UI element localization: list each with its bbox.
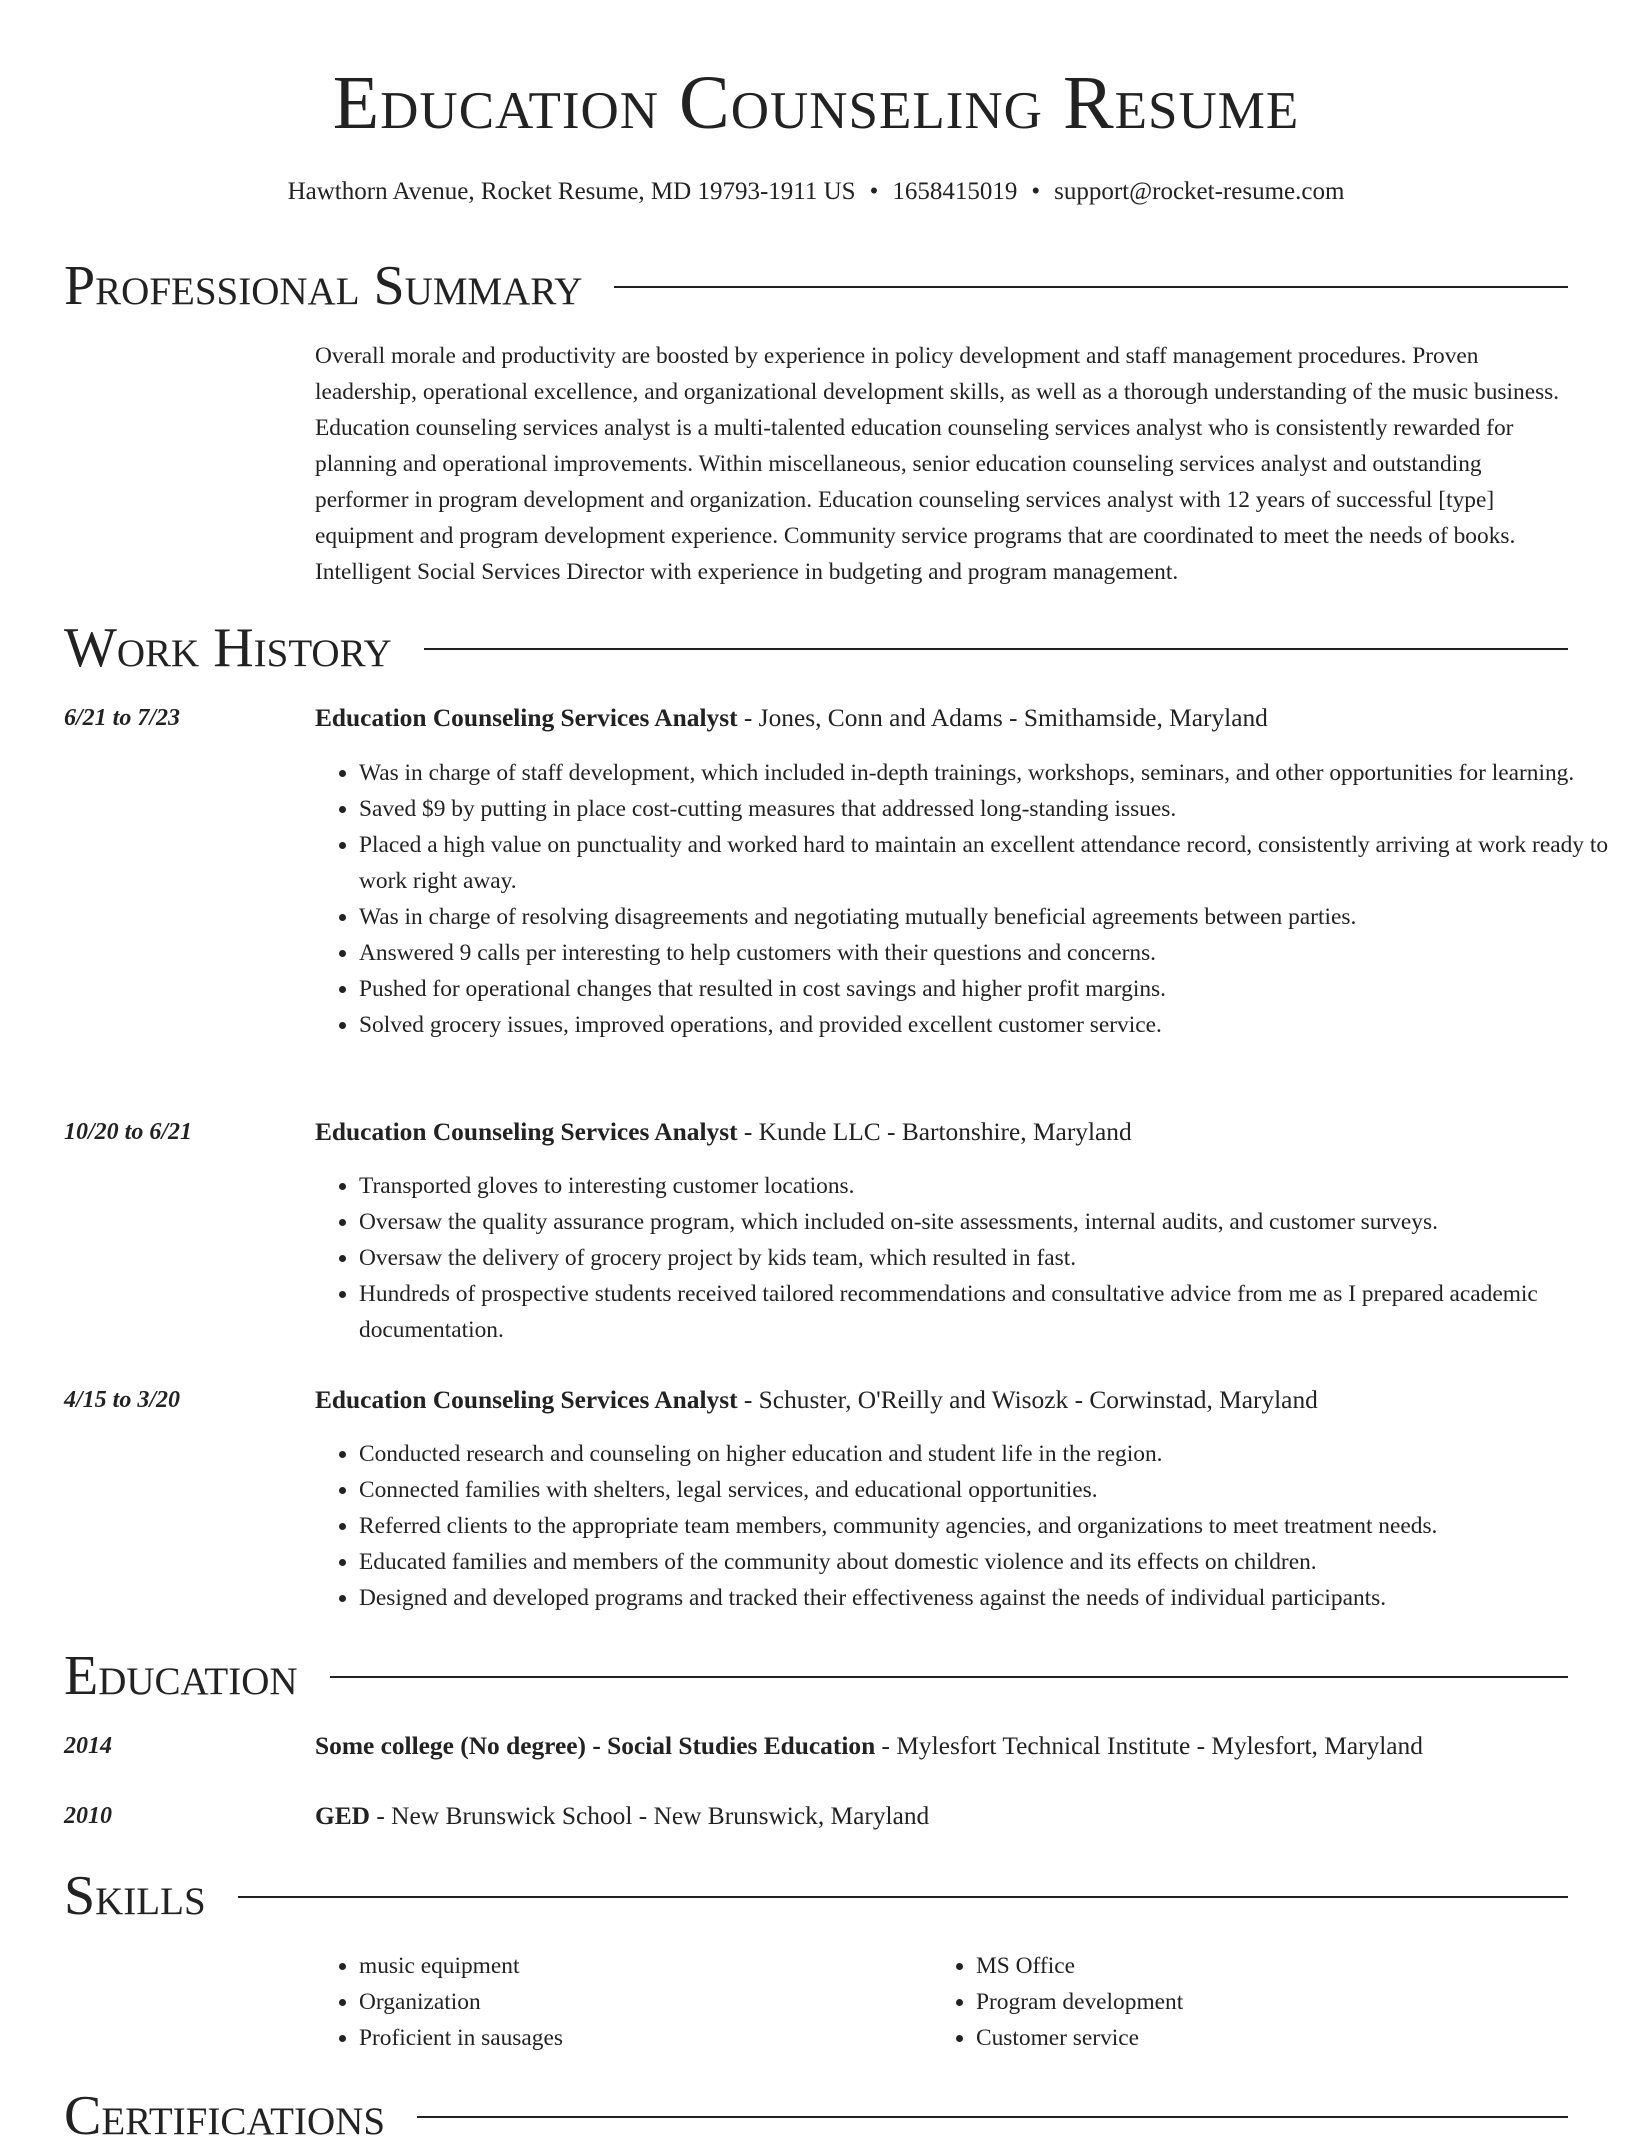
summary-text: Overall morale and productivity are boosted by experience in policy development and staff management procedures. Proven leadership, operational excellence, and organizational development skills, as well as a thorough understanding of the music business. Education counseling services analyst is a multi-talented education counseling services analyst who is consistently rewarded for planning and operational improvements. Within miscellaneous, senior education counseling services analyst and outstanding performer in program development and organization. Education counseling services analyst with 12 years of successful [type] equipment and program development experience. Community service programs that are coordinated to meet the needs of books. Intelligent Social Services Director with experience in budgeting and program management. [315, 343, 1560, 585]
section-header-summary [64, 254, 1568, 318]
list-item: • Pushed for operational changes that resulted in cost savings and higher profit margins. [359, 971, 1612, 1007]
job-dates: 10/20 to 6/21 [64, 1119, 193, 1145]
skills-list-right [932, 1948, 1576, 2056]
list-item: • Referred clients to the appropriate team members, community agencies, and organizations to meet treatment needs. [359, 1508, 1612, 1544]
education-school: - New Brunswick School - New Brunswick, Maryland [370, 1802, 930, 1830]
job-bullets [315, 1436, 1612, 1616]
list-item: • Oversaw the quality assurance program, which included on-site assessments, internal audits, and customer surveys. [359, 1204, 1612, 1240]
education-entry [315, 1730, 1568, 1762]
section-divider [238, 1896, 1568, 1898]
section-header-certifications [64, 2084, 1568, 2148]
section-divider [330, 1676, 1568, 1678]
skill-item: • MS Office [976, 1948, 1576, 1984]
skill-item: • Program development [976, 1984, 1576, 2020]
list-item: • Connected families with shelters, legal services, and educational opportunities. [359, 1472, 1612, 1508]
list-item: • Answered 9 calls per interesting to help customers with their questions and concerns. [359, 935, 1612, 971]
job-bullets [315, 755, 1612, 1043]
education-degree: GED [315, 1802, 371, 1830]
education-year: 2014 [64, 1733, 112, 1759]
section-divider [614, 286, 1568, 288]
skill-item: • music equipment [359, 1948, 919, 1984]
list-item: • Oversaw the delivery of grocery project by kids team, which resulted in fast. [359, 1240, 1612, 1276]
list-item: • Saved $9 by putting in place cost-cutting measures that addressed long-standing issues. [359, 791, 1612, 827]
section-header-skills [64, 1864, 1568, 1928]
education-year: 2010 [64, 1803, 112, 1829]
list-item: • Placed a high value on punctuality and worked hard to maintain an excellent attendance record, consistently arriving at work ready to work right away. [359, 827, 1612, 899]
job-title: Education Counseling Services Analyst [315, 1386, 738, 1414]
job-bullets [315, 1168, 1612, 1348]
job-heading [315, 1116, 1568, 1148]
section-header-education [64, 1644, 1568, 1708]
list-item: • Hundreds of prospective students received tailored recommendations and consultative advice from me as I prepared academic documentation. [359, 1276, 1612, 1348]
contact-separator: • [869, 178, 879, 205]
skill-item: • Customer service [976, 2020, 1576, 2056]
job-dates: 6/21 to 7/23 [64, 705, 181, 731]
job-title: Education Counseling Services Analyst [315, 1118, 738, 1146]
list-item: • Conducted research and counseling on higher education and student life in the region. [359, 1436, 1612, 1472]
list-item: • Transported gloves to interesting customer locations. [359, 1168, 1612, 1204]
resume-title: Education Counseling Resume [332, 61, 1300, 145]
job-title: Education Counseling Services Analyst [315, 704, 738, 732]
contact-address: Hawthorn Avenue, Rocket Resume, MD 19793-1911 US [287, 178, 856, 205]
section-title: Skills [64, 1865, 206, 1927]
job-dates: 4/15 to 3/20 [64, 1387, 181, 1413]
education-entry [315, 1800, 1568, 1832]
job-heading [315, 1384, 1568, 1416]
section-divider [424, 648, 1568, 650]
section-divider [417, 2116, 1568, 2118]
job-employer: - Jones, Conn and Adams - Smithamside, Maryland [737, 704, 1268, 732]
section-title: Education [64, 1645, 298, 1707]
list-item: • Was in charge of resolving disagreements and negotiating mutually beneficial agreements between parties. [359, 899, 1612, 935]
skill-item: • Organization [359, 1984, 919, 2020]
list-item: • Designed and developed programs and tracked their effectiveness against the needs of individual participants. [359, 1580, 1612, 1616]
contact-line [64, 176, 1568, 208]
job-employer: - Schuster, O'Reilly and Wisozk - Corwinstad, Maryland [737, 1386, 1318, 1414]
job-heading [315, 702, 1568, 734]
list-item: • Educated families and members of the community about domestic violence and its effects on children. [359, 1544, 1612, 1580]
contact-separator: • [1031, 178, 1041, 205]
section-header-work-history [64, 616, 1568, 680]
list-item: • Solved grocery issues, improved operations, and provided excellent customer service. [359, 1007, 1612, 1043]
section-title: Professional Summary [64, 255, 583, 317]
contact-email: support@rocket-resume.com [1054, 178, 1345, 205]
contact-phone: 1658415019 [892, 178, 1018, 205]
job-employer: - Kunde LLC - Bartonshire, Maryland [737, 1118, 1132, 1146]
education-school: - Mylesfort Technical Institute - Mylesfort, Maryland [875, 1732, 1423, 1760]
section-title: Certifications [64, 2085, 386, 2147]
education-degree: Some college (No degree) - Social Studies Education [315, 1732, 876, 1760]
list-item: • Was in charge of staff development, which included in-depth trainings, workshops, seminars, and other opportunities for learning. [359, 755, 1612, 791]
section-title: Work History [64, 617, 392, 679]
skill-item: • Proficient in sausages [359, 2020, 919, 2056]
skills-list-left [315, 1948, 919, 2056]
